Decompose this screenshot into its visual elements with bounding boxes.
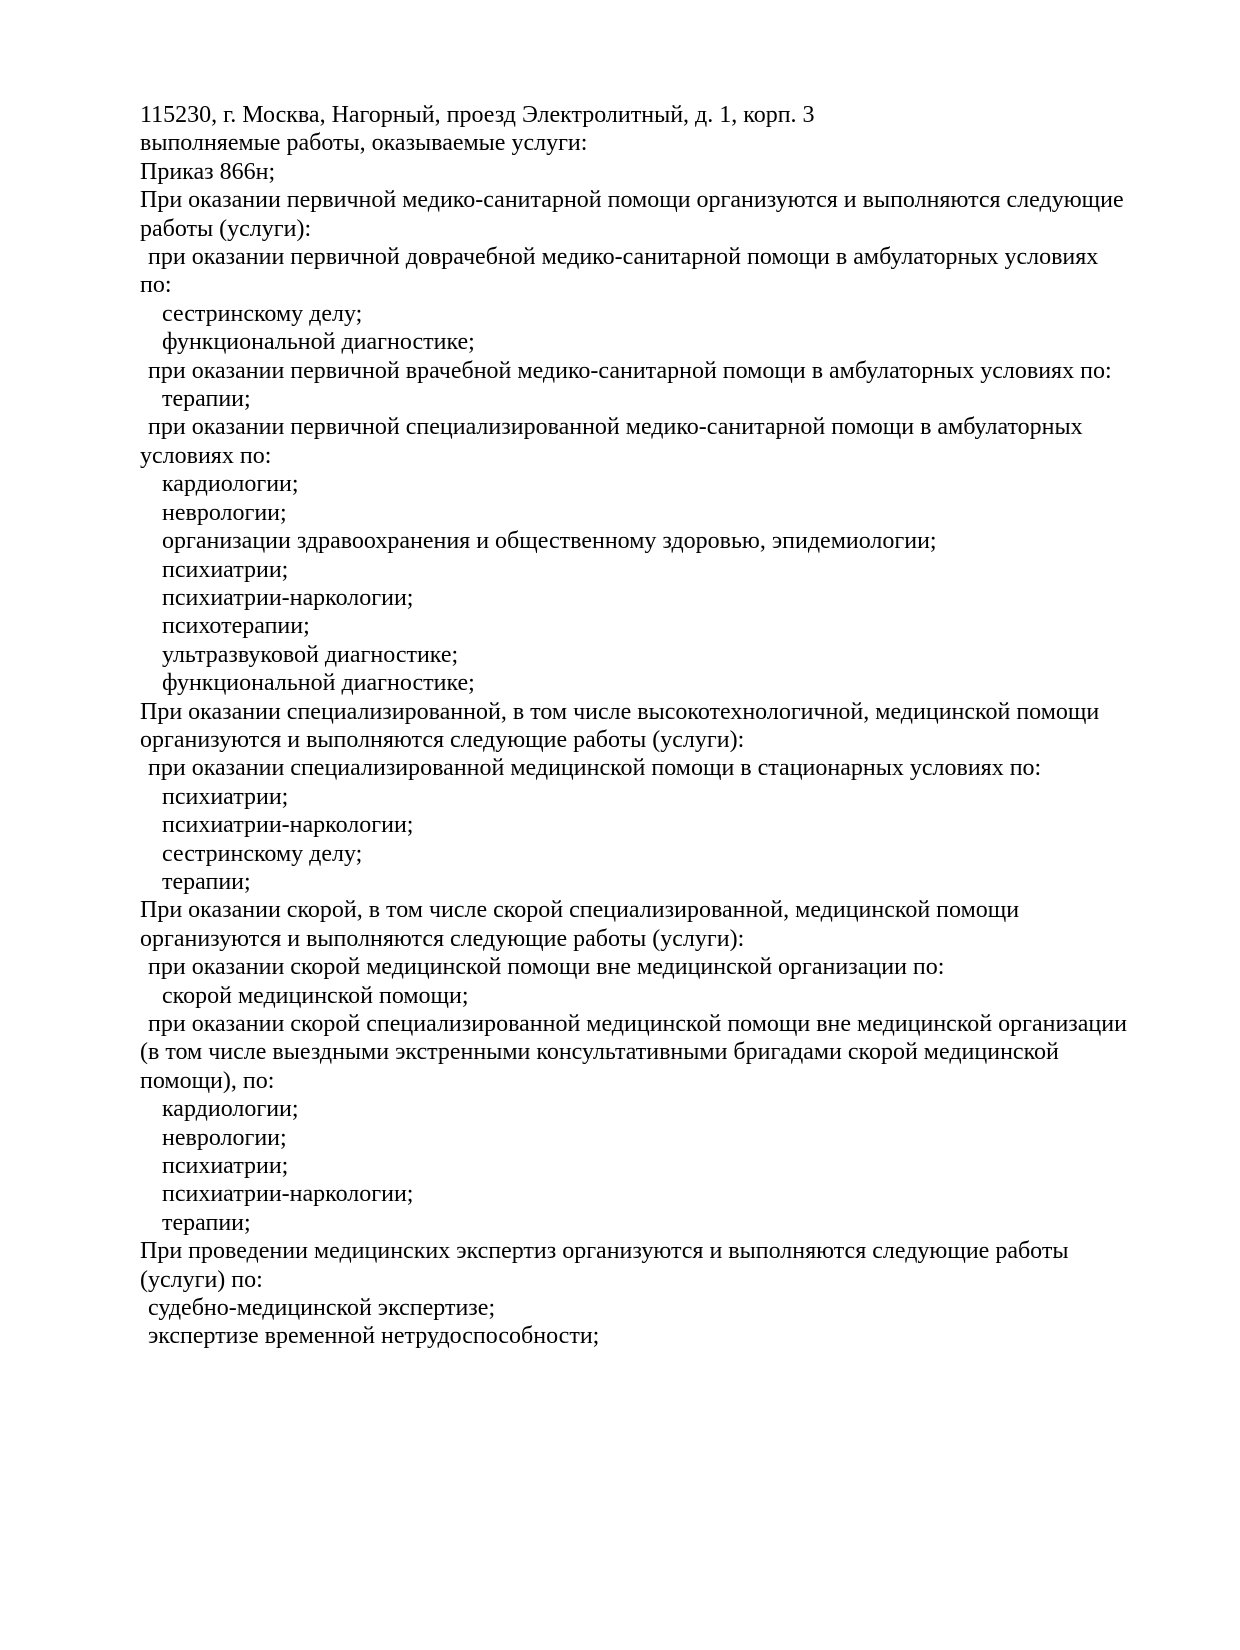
text-line: организуются и выполняются следующие работы (услуги): — [140, 925, 745, 952]
text-line: психотерапии; — [162, 613, 310, 640]
text-line: кардиологии; — [162, 471, 299, 498]
text-line: терапии; — [162, 386, 251, 413]
text-line: при оказании скорой специализированной медицинской помощи вне медицинской организации — [148, 1011, 1127, 1037]
text-line: (в том числе выездными экстренными консультативными бригадами скорой медицинской — [140, 1039, 1059, 1066]
text-line: При оказании первичной медико-санитарной помощи организуются и выполняются следующие — [140, 187, 1124, 214]
text-line: ультразвуковой диагностике; — [162, 641, 459, 668]
text-line: работы (услуги): — [140, 215, 312, 242]
text-line: терапии; — [162, 868, 251, 895]
text-line: кардиологии; — [162, 1096, 299, 1123]
text-line: Приказ 866н; — [140, 158, 276, 185]
text-line: экспертизе временной нетрудоспособности; — [148, 1323, 600, 1350]
text-line: психиатрии-наркологии; — [162, 812, 414, 839]
text-line: помощи), по: — [140, 1067, 275, 1094]
text-line: При оказании скорой, в том числе скорой специализированной, медицинской помощи — [140, 897, 1020, 924]
text-line: при оказании специализированной медицинской помощи в стационарных условиях по: — [148, 755, 1042, 782]
text-line: скорой медицинской помощи; — [162, 982, 469, 1009]
text-line: (услуги) по: — [140, 1266, 263, 1293]
text-line: организации здравоохранения и общественному здоровью, эпидемиологии; — [162, 528, 937, 555]
text-line: при оказании скорой медицинской помощи вне медицинской организации по: — [148, 954, 945, 981]
text-line: организуются и выполняются следующие работы (услуги): — [140, 726, 745, 753]
text-line: психиатрии-наркологии; — [162, 1181, 414, 1208]
text-line: неврологии; — [162, 1124, 287, 1151]
text-line: функциональной диагностике; — [162, 670, 475, 697]
text-line: 115230, г. Москва, Нагорный, проезд Электролитный, д. 1, корп. 3 — [140, 102, 815, 128]
text-line: психиатрии-наркологии; — [162, 584, 414, 611]
text-line: при оказании первичной врачебной медико-санитарной помощи в амбулаторных условиях по: — [148, 357, 1112, 384]
text-line: При проведении медицинских экспертиз организуются и выполняются следующие работы — [140, 1238, 1069, 1265]
text-line: при оказании первичной доврачебной медико-санитарной помощи в амбулаторных условиях — [148, 244, 1099, 271]
text-line: сестринскому делу; — [162, 300, 363, 327]
text-line: условиях по: — [140, 442, 272, 469]
text-line: терапии; — [162, 1209, 251, 1236]
text-line: психиатрии; — [162, 1153, 289, 1180]
text-line: неврологии; — [162, 499, 287, 526]
text-line: психиатрии; — [162, 556, 289, 583]
text-line: психиатрии; — [162, 783, 289, 810]
text-line: по: — [140, 272, 172, 299]
text-line: При оказании специализированной, в том числе высокотехнологичной, медицинской помощи — [140, 698, 1100, 725]
text-line: судебно-медицинской экспертизе; — [148, 1295, 496, 1322]
document-text — [140, 101, 1127, 1351]
text-line: при оказании первичной специализированной медико-санитарной помощи в амбулаторных — [148, 414, 1083, 441]
text-line: выполняемые работы, оказываемые услуги: — [140, 130, 588, 157]
text-line: функциональной диагностике; — [162, 329, 475, 356]
text-line: сестринскому делу; — [162, 840, 363, 867]
